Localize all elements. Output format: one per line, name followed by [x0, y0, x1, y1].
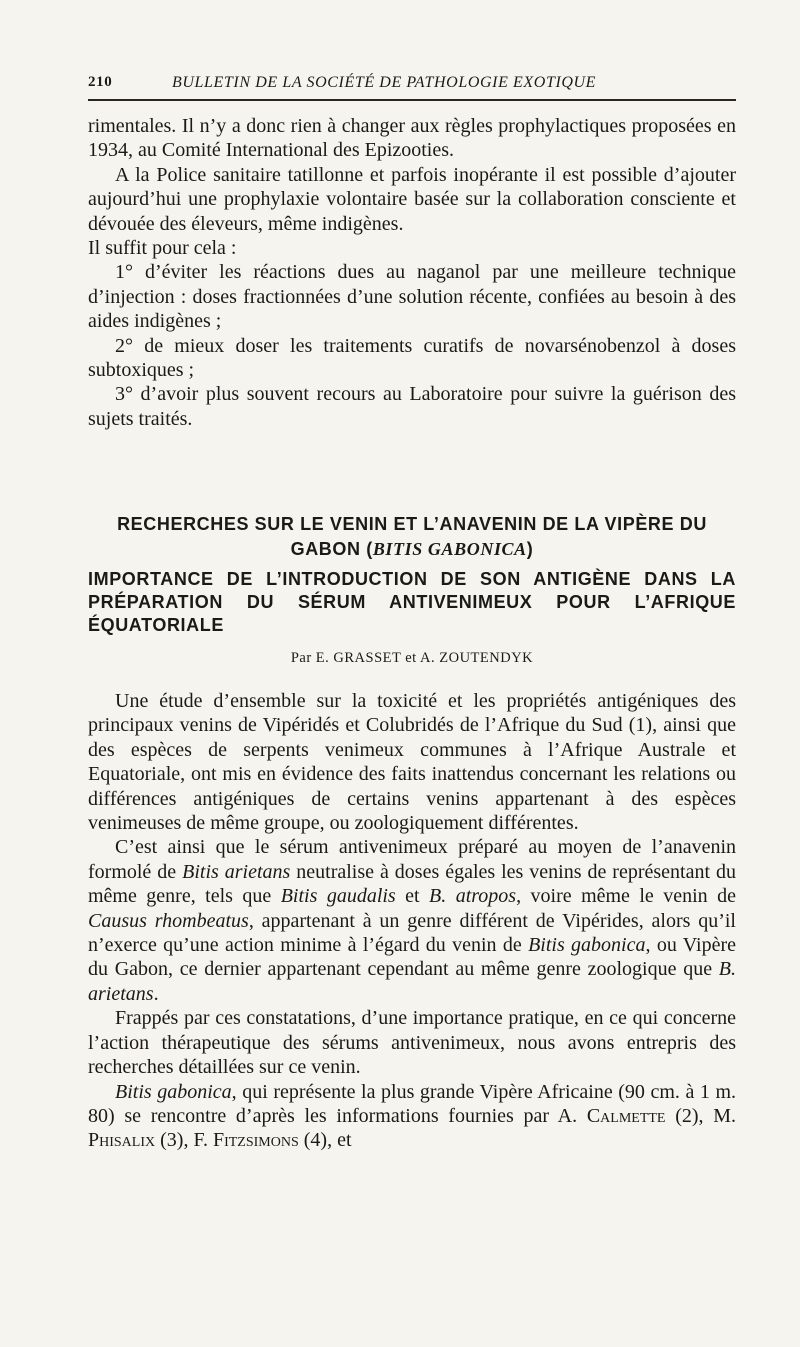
article-subtitle: IMPORTANCE DE L’INTRODUCTION DE SON ANTIGÈNE DANS LA PRÉPARATION DU SÉRUM ANTIVENIMEUX POUR L’AFRIQUE ÉQUATORIALE — [88, 569, 736, 635]
paragraph: Frappés par ces constatations, d’une importance pratique, en ce qui concerne l’action thérapeutique des sérums antivenimeux, nous avons entrepris des recherches détaillées sur ce venin. — [88, 1007, 736, 1079]
article-body — [88, 689, 736, 1153]
authors-line: Par E. GRASSET et A. ZOUTENDYK — [290, 650, 534, 666]
header-rule — [88, 99, 736, 101]
species-name: BITIS GABONICA — [372, 539, 527, 559]
paragraph: Bitis gabonica, qui représente la plus grande Vipère Africaine (90 cm. à 1 m. 80) se rencontre d’après les informations fournies par A. Calmette (2), M. Phisalix (3), F. Fitzsimons (4), et — [88, 1080, 737, 1152]
article-title: RECHERCHES SUR LE VENIN ET L’ANAVENIN DE LA VIPÈRE DU GABON (BITIS GABONICA) — [117, 514, 707, 559]
paragraph: rimentales. Il n’y a donc rien à changer aux règles prophylactiques proposées en 1934, au Comité International des Epizooties. — [88, 115, 736, 162]
previous-article-ending — [88, 114, 736, 431]
list-item: 2° de mieux doser les traitements curatifs de novarsénobenzol à doses subtoxiques ; — [88, 334, 736, 382]
list-item: 1° d’éviter les réactions dues au naganol par une meilleure technique d’injection : doses fractionnées d’une solution récente, confiées au besoin à des aides indigènes ; — [88, 261, 736, 333]
paragraph: A la Police sanitaire tatillonne et parfois inopérante il est possible d’ajouter aujourd’hui une prophylaxie volontaire basée sur la collaboration consciente et dévouée des éleveurs, même indigènes. — [88, 163, 736, 235]
paragraph: C’est ainsi que le sérum antivenimeux préparé au moyen de l’anavenin formolé de Bitis arietans neutralise à doses égales les venins de représentant du même genre, tels que Bitis gaudalis et B. atropos, voire même le venin de Causus rhombeatus, appartenant à un genre différent de Vipérides, alors qu’il n’exerce qu’une action minime à l’égard du venin de Bitis gabonica, ou Vipère du Gabon, ce dernier appartenant cependant au même genre zoologique que B. arietans. — [88, 836, 736, 1005]
paragraph: Il suffit pour cela : — [88, 237, 237, 260]
running-head — [88, 68, 736, 98]
paragraph: Une étude d’ensemble sur la toxicité et les propriétés antigéniques des principaux venins de Vipéridés et Colubridés de l’Afrique du Sud (1), ainsi que des espèces de serpents venimeux communes à l’Afrique Australe et Equatoriale, ont mis en évidence des faits inattendus concernant les relations ou différences antigéniques de certains venins appartenant à des espèces venimeuses de même groupe, ou zoologiquement différentes. — [88, 690, 736, 835]
journal-title: BULLETIN DE LA SOCIÉTÉ DE PATHOLOGIE EXOTIQUE — [172, 74, 597, 91]
page-number: 210 — [88, 74, 113, 90]
list-item: 3° d’avoir plus souvent recours au Laboratoire pour suivre la guérison des sujets traités. — [88, 383, 736, 430]
